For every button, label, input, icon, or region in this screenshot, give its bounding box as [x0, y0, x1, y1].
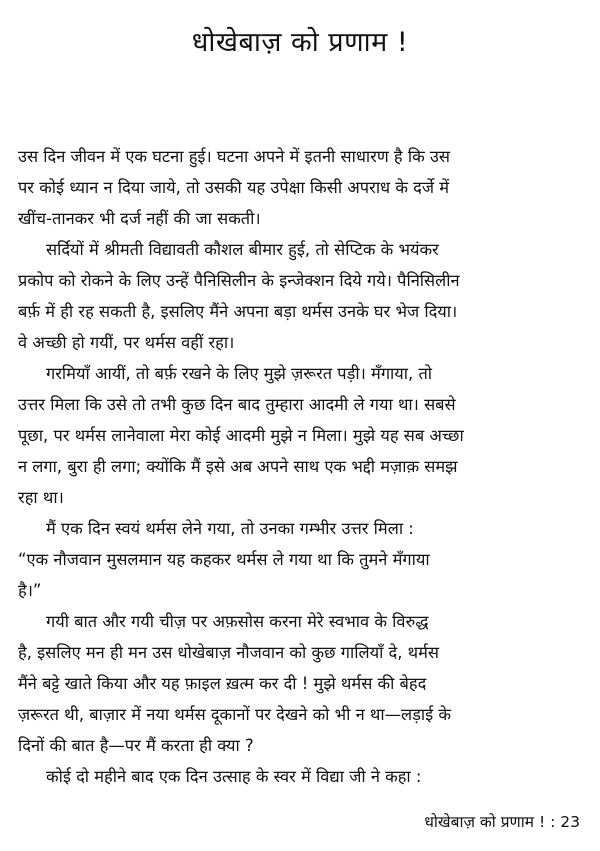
page-title: धोखेबाज़ को प्रणाम ! [191, 27, 409, 58]
text-line: ज़रूरत थी, बाज़ार में नया थर्मस दूकानों पर देखने को भी न था—लड़ाई के [18, 705, 451, 724]
text-line: मैं एक दिन स्वयं थर्मस लेने गया, तो उनका गम्भीर उत्तर मिला : [46, 519, 414, 538]
text-line: दिनों की बात है—पर मैं करता ही क्या ? [18, 736, 254, 755]
text-line: वे अच्छी हो गयीं, पर थर्मस वहीं रहा। [18, 333, 235, 352]
text-line: मैंने बट्टे खाते किया और यह फ़ाइल ख़त्म कर दी ! मुझे थर्मस की बेहद [18, 674, 427, 693]
text-line: कोई दो महीने बाद एक दिन उत्साह के स्वर में विद्या जी ने कहा : [46, 767, 422, 786]
text-line: बर्फ़ में ही रह सकती है, इसलिए मैंने अपना बड़ा थर्मस उनके घर भेज दिया। [18, 302, 458, 321]
text-line: है, इसलिए मन ही मन उस धोखेबाज़ नौजवान को कुछ गालियाँ दे, थर्मस [18, 643, 440, 662]
text-line: “एक नौजवान मुसलमान यह कहकर थर्मस ले गया था कि तुमने मँगाया [18, 550, 430, 569]
text-line: प्रकोप को रोकने के लिए उन्हें पैनिसिलीन के इन्जेक्शन दिये गये। पैनिसिलीन [18, 271, 460, 290]
text-line: गरमियाँ आयीं, तो बर्फ़ रखने के लिए मुझे ज़रूरत पड़ी। मँगाया, तो [46, 364, 433, 383]
text-line: है।” [18, 581, 42, 600]
page-footer: धोखेबाज़ को प्रणाम ! : 23 [424, 813, 580, 831]
text-line: पर कोई ध्यान न दिया जाये, तो उसकी यह उपेक्षा किसी अपराध के दर्जे में [18, 178, 450, 197]
text-line: रहा था। [18, 488, 64, 507]
text-line: खींच-तानकर भी दर्ज नहीं की जा सकती। [18, 209, 261, 228]
text-line: सर्दियों में श्रीमती विद्यावती कौशल बीमार हुई, तो सेप्टिक के भयंकर [46, 240, 439, 259]
body-text [18, 141, 584, 792]
text-line: गयी बात और गयी चीज़ पर अफ़सोस करना मेरे स्वभाव के विरुद्ध [46, 612, 429, 631]
text-line: उस दिन जीवन में एक घटना हुई। घटना अपने में इतनी साधारण है कि उस [18, 147, 450, 166]
text-line: उत्तर मिला कि उसे तो तभी कुछ दिन बाद तुम्हारा आदमी ले गया था। सबसे [18, 395, 456, 414]
text-line: न लगा, बुरा ही लगा; क्योंकि मैं इसे अब अपने साथ एक भद्दी मज़ाक़ समझ [18, 457, 458, 476]
text-line: पूछा, पर थर्मस लानेवाला मेरा कोई आदमी मुझे न मिला। मुझे यह सब अच्छा [18, 426, 464, 445]
